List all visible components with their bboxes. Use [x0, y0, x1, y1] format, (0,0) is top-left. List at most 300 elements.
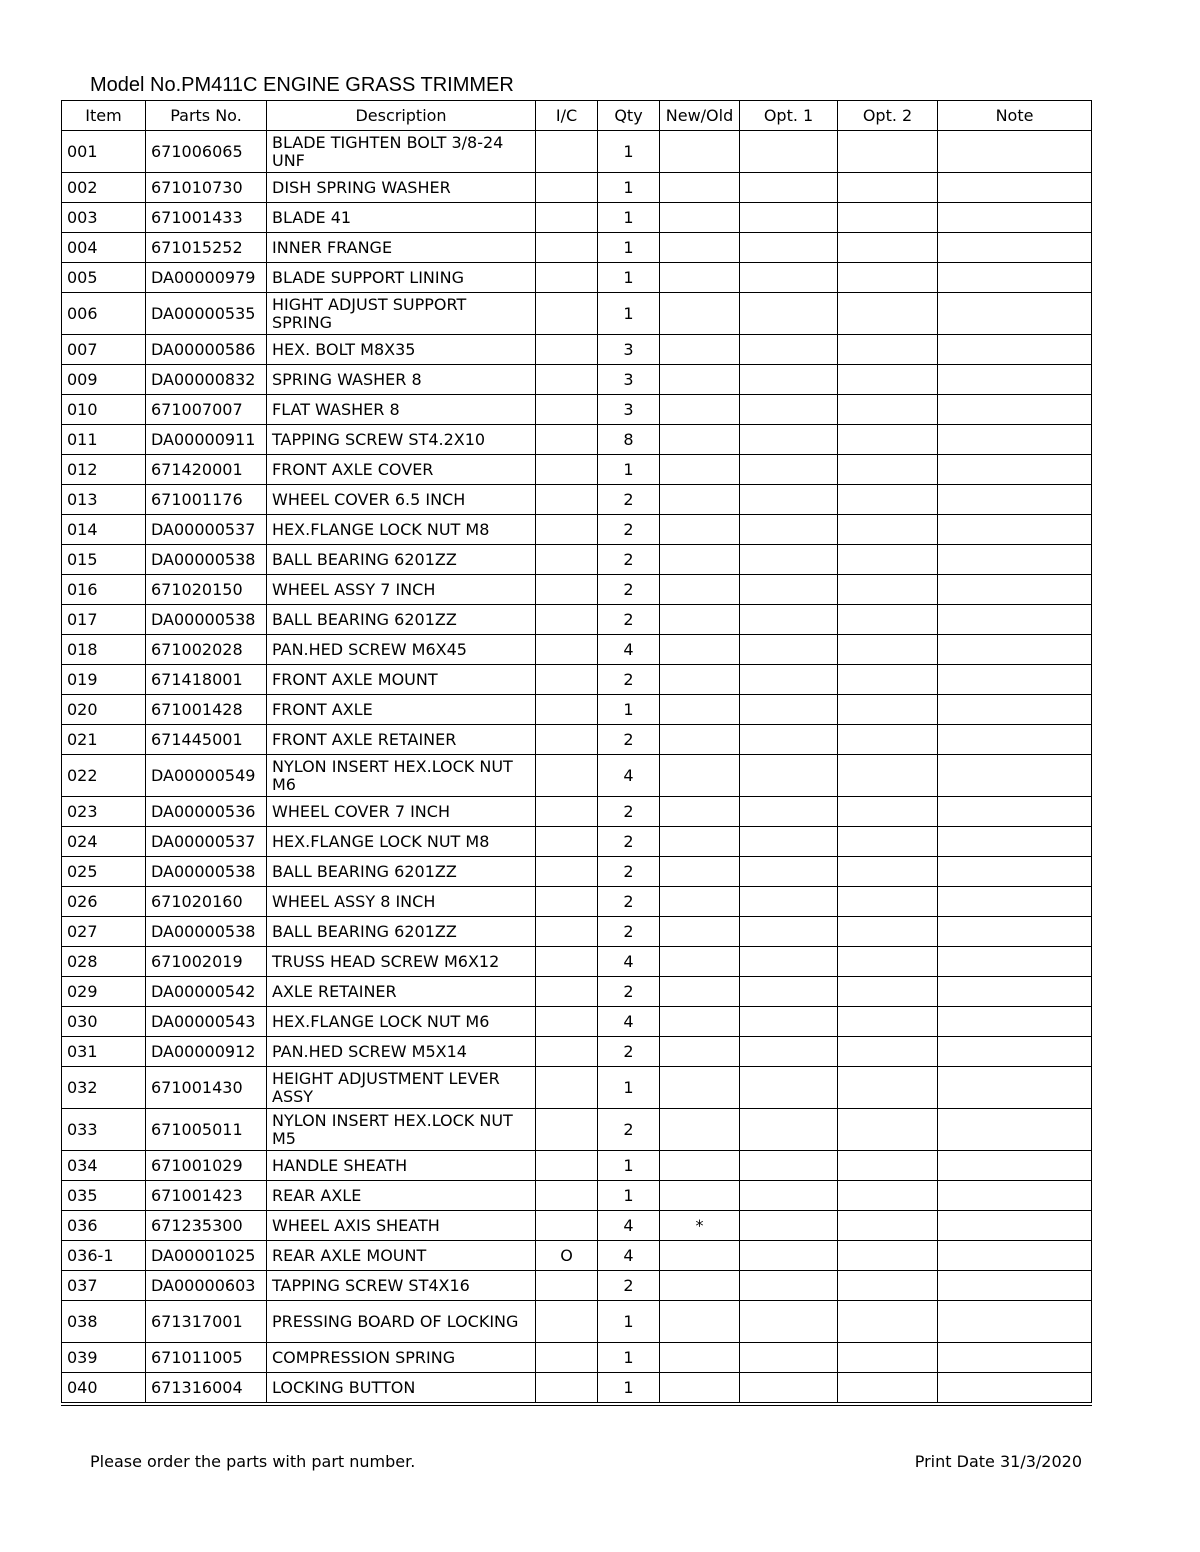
- item-cell: 019: [62, 665, 146, 695]
- table-row: [62, 1271, 1092, 1301]
- opt-1-cell: [740, 857, 838, 887]
- note-cell: [938, 131, 1092, 173]
- ic-cell: [536, 1007, 598, 1037]
- table-row: [62, 1037, 1092, 1067]
- item-cell: 018: [62, 635, 146, 665]
- table-row: [62, 605, 1092, 635]
- parts-no-cell: 671235300: [146, 1211, 267, 1241]
- new-old-cell: [660, 1067, 740, 1109]
- ic-cell: [536, 1301, 598, 1343]
- description-cell: AXLE RETAINER: [267, 977, 536, 1007]
- description-cell: BLADE TIGHTEN BOLT 3/8-24 UNF: [267, 131, 536, 173]
- ic-cell: [536, 947, 598, 977]
- new-old-cell: [660, 797, 740, 827]
- description-cell: FLAT WASHER 8: [267, 395, 536, 425]
- item-cell: 020: [62, 695, 146, 725]
- table-row: [62, 575, 1092, 605]
- item-cell: 002: [62, 173, 146, 203]
- new-old-cell: [660, 1301, 740, 1343]
- column-header-note: Note: [938, 101, 1092, 131]
- ic-cell: [536, 515, 598, 545]
- item-cell: 024: [62, 827, 146, 857]
- item-cell: 029: [62, 977, 146, 1007]
- note-cell: [938, 1211, 1092, 1241]
- new-old-cell: [660, 755, 740, 797]
- description-cell: TAPPING SCREW ST4.2X10: [267, 425, 536, 455]
- new-old-cell: [660, 575, 740, 605]
- opt-2-cell: [838, 575, 938, 605]
- qty-cell: 2: [598, 545, 660, 575]
- opt-2-cell: [838, 977, 938, 1007]
- parts-no-cell: 671020160: [146, 887, 267, 917]
- parts-no-cell: 671316004: [146, 1373, 267, 1405]
- opt-2-cell: [838, 605, 938, 635]
- description-cell: PRESSING BOARD OF LOCKING: [267, 1301, 536, 1343]
- ic-cell: O: [536, 1241, 598, 1271]
- opt-2-cell: [838, 233, 938, 263]
- ic-cell: [536, 1109, 598, 1151]
- new-old-cell: [660, 545, 740, 575]
- parts-no-cell: DA00000586: [146, 335, 267, 365]
- item-cell: 030: [62, 1007, 146, 1037]
- opt-2-cell: [838, 173, 938, 203]
- qty-cell: 2: [598, 797, 660, 827]
- qty-cell: 1: [598, 1301, 660, 1343]
- opt-1-cell: [740, 131, 838, 173]
- ic-cell: [536, 1211, 598, 1241]
- item-cell: 040: [62, 1373, 146, 1405]
- parts-no-cell: DA00000549: [146, 755, 267, 797]
- qty-cell: 2: [598, 665, 660, 695]
- parts-no-cell: DA00000542: [146, 977, 267, 1007]
- opt-1-cell: [740, 545, 838, 575]
- table-row: [62, 857, 1092, 887]
- new-old-cell: [660, 1037, 740, 1067]
- note-cell: [938, 797, 1092, 827]
- opt-1-cell: [740, 1271, 838, 1301]
- table-row: [62, 515, 1092, 545]
- note-cell: [938, 755, 1092, 797]
- item-cell: 005: [62, 263, 146, 293]
- opt-2-cell: [838, 1271, 938, 1301]
- qty-cell: 2: [598, 1037, 660, 1067]
- table-row: [62, 695, 1092, 725]
- qty-cell: 1: [598, 1151, 660, 1181]
- opt-1-cell: [740, 1007, 838, 1037]
- qty-cell: 1: [598, 263, 660, 293]
- note-cell: [938, 977, 1092, 1007]
- description-cell: BALL BEARING 6201ZZ: [267, 857, 536, 887]
- description-cell: COMPRESSION SPRING: [267, 1343, 536, 1373]
- ic-cell: [536, 917, 598, 947]
- description-cell: HEX.FLANGE LOCK NUT M8: [267, 827, 536, 857]
- description-cell: NYLON INSERT HEX.LOCK NUT M5: [267, 1109, 536, 1151]
- description-cell: WHEEL COVER 7 INCH: [267, 797, 536, 827]
- new-old-cell: [660, 977, 740, 1007]
- new-old-cell: [660, 263, 740, 293]
- note-cell: [938, 1109, 1092, 1151]
- description-cell: HANDLE SHEATH: [267, 1151, 536, 1181]
- parts-no-cell: DA00000535: [146, 293, 267, 335]
- ic-cell: [536, 635, 598, 665]
- note-cell: [938, 335, 1092, 365]
- column-header-opt-2: Opt. 2: [838, 101, 938, 131]
- description-cell: PAN.HED SCREW M5X14: [267, 1037, 536, 1067]
- opt-1-cell: [740, 575, 838, 605]
- opt-2-cell: [838, 1181, 938, 1211]
- ic-cell: [536, 1181, 598, 1211]
- opt-1-cell: [740, 1343, 838, 1373]
- new-old-cell: [660, 947, 740, 977]
- opt-1-cell: [740, 1067, 838, 1109]
- opt-2-cell: [838, 887, 938, 917]
- page-title: Model No.PM411C ENGINE GRASS TRIMMER: [90, 74, 514, 96]
- qty-cell: 2: [598, 725, 660, 755]
- column-header-parts-no: Parts No.: [146, 101, 267, 131]
- ic-cell: [536, 575, 598, 605]
- table-row: [62, 1373, 1092, 1405]
- note-cell: [938, 665, 1092, 695]
- qty-cell: 1: [598, 695, 660, 725]
- parts-no-cell: DA00000979: [146, 263, 267, 293]
- opt-2-cell: [838, 1067, 938, 1109]
- opt-2-cell: [838, 1343, 938, 1373]
- opt-1-cell: [740, 365, 838, 395]
- opt-2-cell: [838, 203, 938, 233]
- ic-cell: [536, 203, 598, 233]
- opt-2-cell: [838, 455, 938, 485]
- qty-cell: 2: [598, 1109, 660, 1151]
- ic-cell: [536, 857, 598, 887]
- opt-2-cell: [838, 293, 938, 335]
- opt-1-cell: [740, 755, 838, 797]
- ic-cell: [536, 827, 598, 857]
- note-cell: [938, 455, 1092, 485]
- table-row: [62, 455, 1092, 485]
- note-cell: [938, 827, 1092, 857]
- item-cell: 031: [62, 1037, 146, 1067]
- ic-cell: [536, 263, 598, 293]
- qty-cell: 2: [598, 605, 660, 635]
- opt-1-cell: [740, 293, 838, 335]
- table-row: [62, 755, 1092, 797]
- note-cell: [938, 1181, 1092, 1211]
- opt-2-cell: [838, 827, 938, 857]
- ic-cell: [536, 755, 598, 797]
- note-cell: [938, 545, 1092, 575]
- parts-no-cell: DA00000537: [146, 827, 267, 857]
- new-old-cell: [660, 1181, 740, 1211]
- qty-cell: 1: [598, 173, 660, 203]
- qty-cell: 2: [598, 917, 660, 947]
- note-cell: [938, 1067, 1092, 1109]
- opt-1-cell: [740, 1151, 838, 1181]
- new-old-cell: [660, 887, 740, 917]
- description-cell: BLADE SUPPORT LINING: [267, 263, 536, 293]
- note-cell: [938, 605, 1092, 635]
- table-row: [62, 665, 1092, 695]
- qty-cell: 1: [598, 203, 660, 233]
- qty-cell: 1: [598, 1181, 660, 1211]
- description-cell: HIGHT ADJUST SUPPORT SPRING: [267, 293, 536, 335]
- new-old-cell: [660, 203, 740, 233]
- item-cell: 038: [62, 1301, 146, 1343]
- table-row: [62, 203, 1092, 233]
- qty-cell: 4: [598, 635, 660, 665]
- opt-2-cell: [838, 1037, 938, 1067]
- description-cell: BALL BEARING 6201ZZ: [267, 605, 536, 635]
- item-cell: 032: [62, 1067, 146, 1109]
- table-row: [62, 173, 1092, 203]
- description-cell: DISH SPRING WASHER: [267, 173, 536, 203]
- item-cell: 025: [62, 857, 146, 887]
- new-old-cell: [660, 233, 740, 263]
- opt-1-cell: [740, 1241, 838, 1271]
- table-row: [62, 1241, 1092, 1271]
- qty-cell: 4: [598, 947, 660, 977]
- note-cell: [938, 1271, 1092, 1301]
- table-row: [62, 1211, 1092, 1241]
- ic-cell: [536, 425, 598, 455]
- table-row: [62, 917, 1092, 947]
- new-old-cell: [660, 515, 740, 545]
- new-old-cell: [660, 605, 740, 635]
- parts-no-cell: 671001433: [146, 203, 267, 233]
- note-cell: [938, 1301, 1092, 1343]
- item-cell: 022: [62, 755, 146, 797]
- item-cell: 035: [62, 1181, 146, 1211]
- parts-no-cell: DA00000911: [146, 425, 267, 455]
- item-cell: 004: [62, 233, 146, 263]
- opt-2-cell: [838, 395, 938, 425]
- opt-1-cell: [740, 635, 838, 665]
- parts-no-cell: 671011005: [146, 1343, 267, 1373]
- note-cell: [938, 695, 1092, 725]
- table-row: [62, 335, 1092, 365]
- note-cell: [938, 233, 1092, 263]
- opt-2-cell: [838, 545, 938, 575]
- opt-2-cell: [838, 131, 938, 173]
- item-cell: 001: [62, 131, 146, 173]
- ic-cell: [536, 131, 598, 173]
- description-cell: WHEEL ASSY 8 INCH: [267, 887, 536, 917]
- opt-1-cell: [740, 797, 838, 827]
- ic-cell: [536, 1037, 598, 1067]
- table-row: [62, 797, 1092, 827]
- description-cell: FRONT AXLE RETAINER: [267, 725, 536, 755]
- opt-1-cell: [740, 917, 838, 947]
- ic-cell: [536, 1067, 598, 1109]
- opt-1-cell: [740, 173, 838, 203]
- qty-cell: 3: [598, 335, 660, 365]
- item-cell: 021: [62, 725, 146, 755]
- parts-no-cell: DA00000538: [146, 605, 267, 635]
- qty-cell: 4: [598, 1007, 660, 1037]
- ic-cell: [536, 887, 598, 917]
- parts-no-cell: DA00000603: [146, 1271, 267, 1301]
- opt-2-cell: [838, 1007, 938, 1037]
- qty-cell: 2: [598, 827, 660, 857]
- parts-no-cell: 671020150: [146, 575, 267, 605]
- parts-no-cell: DA00000536: [146, 797, 267, 827]
- note-cell: [938, 1037, 1092, 1067]
- new-old-cell: [660, 1271, 740, 1301]
- table-row: [62, 827, 1092, 857]
- opt-1-cell: [740, 695, 838, 725]
- note-cell: [938, 485, 1092, 515]
- new-old-cell: [660, 1343, 740, 1373]
- item-cell: 028: [62, 947, 146, 977]
- item-cell: 010: [62, 395, 146, 425]
- table-row: [62, 1181, 1092, 1211]
- table-row: [62, 1109, 1092, 1151]
- opt-1-cell: [740, 1211, 838, 1241]
- ic-cell: [536, 1373, 598, 1405]
- item-cell: 036-1: [62, 1241, 146, 1271]
- note-cell: [938, 725, 1092, 755]
- opt-2-cell: [838, 1373, 938, 1405]
- parts-no-cell: 671001423: [146, 1181, 267, 1211]
- qty-cell: 1: [598, 131, 660, 173]
- new-old-cell: [660, 455, 740, 485]
- item-cell: 009: [62, 365, 146, 395]
- description-cell: WHEEL ASSY 7 INCH: [267, 575, 536, 605]
- parts-no-cell: 671002028: [146, 635, 267, 665]
- parts-no-cell: DA00000538: [146, 857, 267, 887]
- table-row: [62, 1301, 1092, 1343]
- description-cell: BLADE 41: [267, 203, 536, 233]
- parts-no-cell: DA00000543: [146, 1007, 267, 1037]
- ic-cell: [536, 725, 598, 755]
- column-header-new-old: New/Old: [660, 101, 740, 131]
- new-old-cell: [660, 1007, 740, 1037]
- item-cell: 034: [62, 1151, 146, 1181]
- ic-cell: [536, 1271, 598, 1301]
- parts-no-cell: 671005011: [146, 1109, 267, 1151]
- note-cell: [938, 173, 1092, 203]
- parts-no-cell: DA00000912: [146, 1037, 267, 1067]
- opt-1-cell: [740, 1373, 838, 1405]
- new-old-cell: [660, 395, 740, 425]
- opt-1-cell: [740, 395, 838, 425]
- item-cell: 039: [62, 1343, 146, 1373]
- opt-2-cell: [838, 1301, 938, 1343]
- description-cell: PAN.HED SCREW M6X45: [267, 635, 536, 665]
- table-row: [62, 233, 1092, 263]
- new-old-cell: [660, 1373, 740, 1405]
- ic-cell: [536, 545, 598, 575]
- parts-no-cell: 671001176: [146, 485, 267, 515]
- qty-cell: 2: [598, 857, 660, 887]
- ic-cell: [536, 455, 598, 485]
- parts-no-cell: 671001430: [146, 1067, 267, 1109]
- qty-cell: 3: [598, 365, 660, 395]
- column-header-qty: Qty: [598, 101, 660, 131]
- parts-no-cell: 671418001: [146, 665, 267, 695]
- table-row: [62, 485, 1092, 515]
- new-old-cell: [660, 1241, 740, 1271]
- description-cell: NYLON INSERT HEX.LOCK NUT M6: [267, 755, 536, 797]
- table-row: [62, 293, 1092, 335]
- parts-no-cell: 671002019: [146, 947, 267, 977]
- table-row: [62, 1151, 1092, 1181]
- item-cell: 014: [62, 515, 146, 545]
- description-cell: SPRING WASHER 8: [267, 365, 536, 395]
- description-cell: FRONT AXLE: [267, 695, 536, 725]
- print-date: Print Date 31/3/2020: [914, 1452, 1082, 1471]
- opt-1-cell: [740, 263, 838, 293]
- parts-no-cell: 671015252: [146, 233, 267, 263]
- table-row: [62, 263, 1092, 293]
- note-cell: [938, 917, 1092, 947]
- new-old-cell: [660, 857, 740, 887]
- description-cell: HEIGHT ADJUSTMENT LEVER ASSY: [267, 1067, 536, 1109]
- new-old-cell: [660, 485, 740, 515]
- item-cell: 027: [62, 917, 146, 947]
- opt-1-cell: [740, 827, 838, 857]
- item-cell: 036: [62, 1211, 146, 1241]
- ic-cell: [536, 485, 598, 515]
- ic-cell: [536, 395, 598, 425]
- opt-1-cell: [740, 455, 838, 485]
- parts-no-cell: DA00000832: [146, 365, 267, 395]
- note-cell: [938, 1151, 1092, 1181]
- column-header-item: Item: [62, 101, 146, 131]
- qty-cell: 1: [598, 293, 660, 335]
- table-row: [62, 1007, 1092, 1037]
- qty-cell: 1: [598, 455, 660, 485]
- new-old-cell: [660, 1109, 740, 1151]
- opt-2-cell: [838, 1241, 938, 1271]
- note-cell: [938, 515, 1092, 545]
- ic-cell: [536, 977, 598, 1007]
- table-header-row: [62, 101, 1092, 131]
- ic-cell: [536, 335, 598, 365]
- new-old-cell: *: [660, 1211, 740, 1241]
- opt-2-cell: [838, 263, 938, 293]
- description-cell: BALL BEARING 6201ZZ: [267, 545, 536, 575]
- item-cell: 013: [62, 485, 146, 515]
- new-old-cell: [660, 665, 740, 695]
- opt-2-cell: [838, 947, 938, 977]
- note-cell: [938, 1373, 1092, 1405]
- ic-cell: [536, 1151, 598, 1181]
- parts-no-cell: 671006065: [146, 131, 267, 173]
- new-old-cell: [660, 695, 740, 725]
- description-cell: FRONT AXLE MOUNT: [267, 665, 536, 695]
- parts-no-cell: 671010730: [146, 173, 267, 203]
- opt-2-cell: [838, 665, 938, 695]
- note-cell: [938, 635, 1092, 665]
- opt-1-cell: [740, 1181, 838, 1211]
- new-old-cell: [660, 173, 740, 203]
- new-old-cell: [660, 1151, 740, 1181]
- description-cell: HEX.FLANGE LOCK NUT M8: [267, 515, 536, 545]
- new-old-cell: [660, 131, 740, 173]
- opt-1-cell: [740, 335, 838, 365]
- opt-2-cell: [838, 365, 938, 395]
- ic-cell: [536, 1343, 598, 1373]
- ic-cell: [536, 173, 598, 203]
- item-cell: 026: [62, 887, 146, 917]
- note-cell: [938, 857, 1092, 887]
- opt-2-cell: [838, 635, 938, 665]
- opt-1-cell: [740, 1109, 838, 1151]
- parts-no-cell: 671001029: [146, 1151, 267, 1181]
- note-cell: [938, 887, 1092, 917]
- qty-cell: 1: [598, 1373, 660, 1405]
- opt-1-cell: [740, 515, 838, 545]
